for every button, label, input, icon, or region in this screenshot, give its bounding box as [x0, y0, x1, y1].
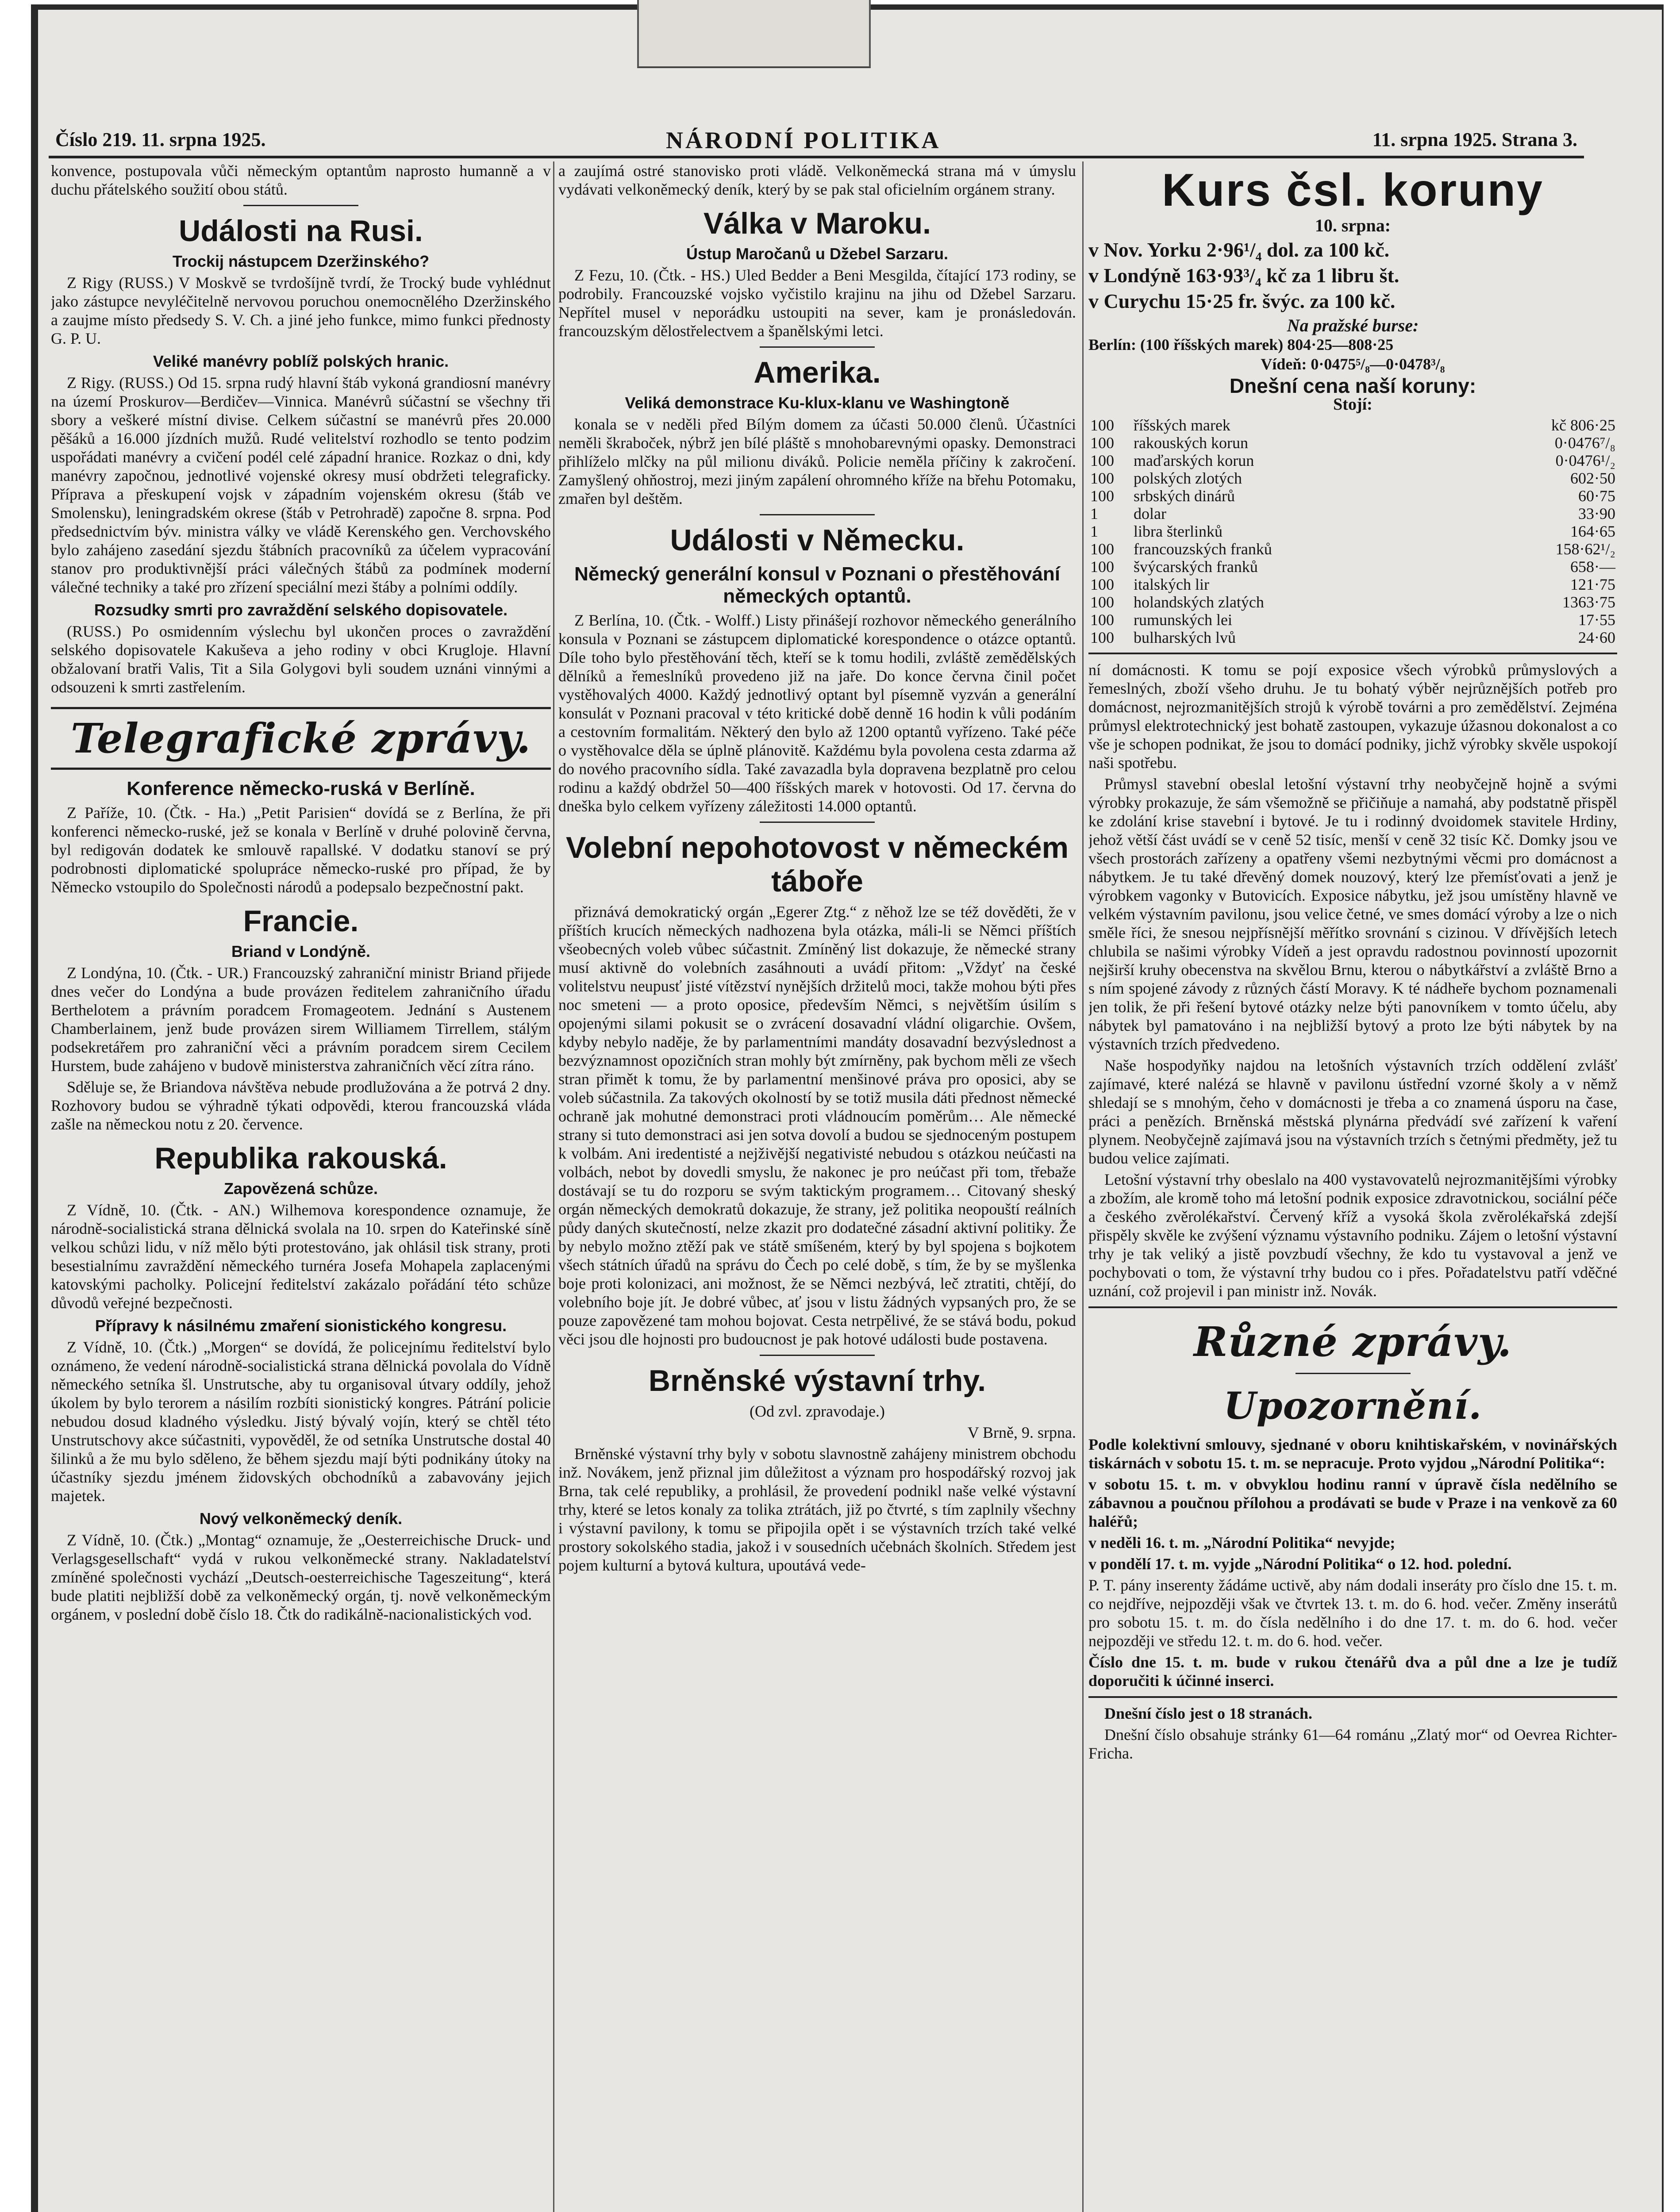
article-text: Z Berlína, 10. (Čtk. - Wolff.) Listy přinášejí rozhovor německého generálního konsula v Poznani se zástupcem diplomatické korespondence o otázce optantů. Díle toho bylo přestěhování těch, kteří se k tomu hodili, zvláště zemědělských dělníků a řemeslníků provedeno již na jaře. Do konce června činil počet vystěhovalých 4000. Každý jednotlivý optant byl písemně vyzván a generální konsulát v Poznani pracoval v této kritické době denně 16 hodin k vůli podáním a cestovním formalitám. Některý den bylo až 1200 optantů vyřízeno. Také péče o vystěhovalce děla se úplně plánovitě. Každému byla povolena cesta zdarma až do nového pracovního sídla. Také zavazadla byla dopravena bezplatně pro celou rodinu a každý obdržel 50—400 říšských marek v hotovosti. Od 17. června do dneška bylo celkem vyřízeny záležitosti 14.000 optantů.	[558, 611, 1076, 815]
issue-number: Číslo 219. 11. srpna 1925.	[55, 129, 266, 150]
article-text: Z Rigy. (RUSS.) Od 15. srpna rudý hlavní štáb vykoná grandiosní manévry na území Proskurov—Berdičev—Vinnica. Manévrů súčastní se všechny tři sbory a veškeré místní divise. Celkem súčastní se manévrů přes 20.000 pěšáků a 16.000 jízdních mužů. Rudé velitelství rozhodlo se tento podzim uspořádati manévry a cvičení podél celé západní hranice. Rozkaz o dni, kdy manévry započnou, jednotlivé vojenské okresy musí obdržeti telegraficky. Příprava a přeskupení vojsk v západním vojenském okresu (štáb ve Smolensku), leningradském okrese (štáb v Petrohradě) započne 8. srpna. Pod předsednictvím býv. ministra války ve vládě Kerenského gen. Verchovského bylo zahájeno zasedání sjezdu štábních pracovníků za účelem vypracování stanov pro produktivnější práci válečných štábů za podmínek moderní válečné techniky a také pro zřízení speciální mezi štáby a polními oddíly.	[51, 374, 551, 596]
rate-value: kč 806·25	[1551, 416, 1615, 434]
notice-item: v sobotu 15. t. m. v obvyklou hodinu ranní v úpravě čísla nedělního se zábavnou a poučnou přílohou a prodávati se bude v Praze i na venkově za 60 haléřů;	[1088, 1475, 1617, 1530]
rate-currency: polských zlotých	[1134, 469, 1242, 487]
rate-value: 0·0476⁷/₈	[1554, 434, 1615, 452]
masthead: NÁRODNÍ POLITIKA	[666, 127, 941, 154]
article-headline: Německý generální konsul v Poznani o přestěhování německých optantů.	[574, 563, 1060, 607]
byline: (Od zvl. zpravodaje.)	[750, 1402, 885, 1420]
rate-amount: 100	[1090, 487, 1114, 505]
section-title: Republika rakouská.	[154, 1141, 447, 1175]
rate-amount: 100	[1090, 576, 1114, 593]
header-rule	[49, 156, 1584, 158]
divider	[1088, 653, 1617, 654]
column-1	[51, 161, 551, 2212]
rate-currency: srbských dinárů	[1134, 487, 1235, 505]
article-text: Z Vídně, 10. (Čtk.) „Morgen“ se dovídá, že policejnímu ředitelství bylo oznámeno, že vedení národně-socialistická strana dělnická povolala do Vídně německého setníka šl. Unstrutsche, aby tu organisoval útvary oddíly, jehož úkolem by bylo terorem a násilím rozbíti sionistický kongres. Pátrání policie nebudou dosud kladného výsledku. Jistý bývalý vojín, který se chtěl této Unstrutschovy akce súčastniti, vypověděl, že od setníka Unstrutsche dostal 40 šilinků a že mu bylo sděleno, že během sjezdu mají býti podnikány útoky na účastníky sjezdu jménem židovských obchodníků a zabavovány jejich majetek.	[51, 1338, 551, 1505]
article-text: Průmysl stavební obeslal letošní výstavní trhy neobyčejně hojně a svými výrobky prokazuje, že sám všemožně se přičiňuje a namahá, aby podstatně přispěl ke zdolání krise stavební i bytové. Je tu i rodinný dvoidomek stavitele Hrdiny, jehož větší část uvádí se v ceně 52 tisíc, menší v ceně 32 tisíc Kč. Domky jsou ve všech prostorách zařízeny a opatřeny všemi nezbytnými věcmi pro domácnost a nábytkem. Je tu také dřevěný domek nouzový, který lze přemísťovati a jenž je výrobkem vagonky v Butovicích. Exposice nábytku, jež jsou umístěny hlavně ve velkém výstavním pavilonu, jsou velice četné, ve smes domácí výroby a lze o nich směle říci, že snesou nejpřísnější měřítko srovnání s cizinou. V dřívějších letech chlubila se našimi výrobky Vídeň a jest opravdu radostnou povinností upozornit nejširší kruhy obecenstva na skvělou Brnu, kterou o nábytkářství a zvláště Brno a s ním spojené závody z různých částí Moravy. K té nádheře bychom poznamenali jen tolik, že při řešení bytové otázky nelze býti panovníkem v tomto účelu, aby nábytek byl pamatováno i na nejbližší bytový a proto lze býti nábytek by na výstavních trzích předvedeno.	[1088, 775, 1617, 1053]
rate-row	[1088, 576, 1617, 593]
rate-row	[1088, 434, 1617, 452]
article-text: Naše hospodyňky najdou na letošních výstavních trzích oddělení zvlášť zajímavé, které nalézá se hlavně v pavilonu ústřední vzorné školy a v němž shledají se s mnohým, čeho v domácnosti je třeba a co znamená úsporu na čase, práci a penězích. Brněnská městská plynárna předvádí své zařízení k vaření plynem. Neobyčejně zajímavá jsou na výstavních trzích s četnými předměty, jež tu budou velice zajímati.	[1088, 1056, 1617, 1167]
rate-amount: 100	[1090, 434, 1114, 452]
article-text: Z Rigy (RUSS.) V Moskvě se tvrdošíjně tvrdí, že Trocký bude vyhlédnut jako zástupce nevyléčitelně nervovou poruchou onemocnělého Dzeržinského a zaujme místo předsedy S. V. Ch. a jiné jeho funkce, mimo funkci přednosty G. P. U.	[51, 274, 551, 347]
article-headline: Veliké manévry poblíž polských hranic.	[153, 352, 449, 370]
notice-text: Podle kolektivní smlouvy, sjednané v oboru knihtiskařském, v novinářských tiskárnách v sobotu 15. t. m. se nepracuje. Proto vyjdou „Národní Politika“:	[1088, 1436, 1617, 1472]
rate-currency: rakouských korun	[1134, 434, 1248, 452]
exchange-rate-title: Kurs čsl. koruny	[1162, 165, 1544, 216]
rate-row	[1088, 629, 1617, 646]
rate-amount: 100	[1090, 469, 1114, 487]
rate-value: 1363·75	[1562, 593, 1615, 611]
rate-currency: francouzských franků	[1134, 540, 1272, 558]
rate-row	[1088, 540, 1617, 558]
section-title: Volební nepohotovost v německém táboře	[565, 831, 1069, 898]
rate-row	[1088, 611, 1617, 629]
rate-amount: 100	[1090, 629, 1114, 646]
article-headline: Veliká demonstrace Ku-klux-klanu ve Washingtoně	[625, 394, 1010, 412]
rate-london: v Londýně 163·93³/₄ kč za 1 libru št.	[1088, 264, 1399, 287]
rate-currency: italských lir	[1134, 576, 1209, 593]
article-text: Brněnské výstavní trhy byly v sobotu slavnostně zahájeny ministrem obchodu inž. Novákem, jenž přiznal jim důležitost a význam pro hospodářský rozvoj jak Brna, tak celé republiky, a prohlásil, že provedení podnikl naše velké výstavní trhy, které se letos konaly za tolika ztrátách, již po čtvrté, s tím zaplnily všechny i výstavní pavilony, k tomu se připojila opět i se výstavních trzích také velké prostory sokolského stadia, jakož i v sousedních učebnách školních. Středem jest pojem kulturní a bytová kultura, upoutává vede-	[558, 1445, 1076, 1574]
rate-value: 33·90	[1578, 505, 1615, 522]
divider	[1296, 1373, 1411, 1374]
column-divider	[1082, 161, 1084, 2212]
rate-currency: říšských marek	[1134, 416, 1230, 434]
rate-currency: maďarských korun	[1134, 452, 1254, 469]
rate-currency: libra šterlinků	[1134, 522, 1223, 540]
article-headline: Nový velkoněmecký deník.	[199, 1509, 403, 1528]
section-title: Válka v Maroku.	[703, 207, 931, 240]
rate-amount: 100	[1090, 593, 1114, 611]
burse-berlin: Berlín: (100 říšských marek) 804·25—808·25	[1088, 336, 1394, 353]
column-2	[558, 161, 1076, 2212]
rate-value: 121·75	[1570, 576, 1615, 593]
article-text: (RUSS.) Po osmidenním výslechu byl ukončen proces o zavraždění selského dopisovatele Kakuševa a jeho rodiny v obci Krugloje. Hlavní obžalovaní bratři Valis, Tit a Sila Golygovi byli soudem uznáni vinnými a odsouzeni k smrti zastřelením.	[51, 622, 551, 696]
section-title: Události na Rusi.	[179, 214, 423, 248]
rate-value: 602·50	[1570, 469, 1615, 487]
divider	[1088, 1696, 1617, 1698]
article-headline: Přípravy k násilnému zmaření sionistického kongresu.	[95, 1317, 507, 1335]
rate-currency: holandských zlatých	[1134, 593, 1264, 611]
article-headline: Rozsudky smrti pro zavraždění selského dopisovatele.	[94, 601, 508, 619]
rate-value: 24·60	[1578, 629, 1615, 646]
rate-value: 658·—	[1570, 558, 1615, 576]
rates-table	[1088, 416, 1617, 646]
rate-row	[1088, 593, 1617, 611]
section-title: Brněnské výstavní trhy.	[648, 1364, 986, 1398]
article-text: Z Londýna, 10. (Čtk. - UR.) Francouzský zahraniční ministr Briand přijede dnes večer do Londýna a bude provázen ředitelem zahraničního úřadu Berthelotem a právním poradcem Fromageotem. Jednání s Austenem Chamberlainem, jenž bude provázen sirem Williamem Tirrellem, stálým podsekretářem pro zahraniční věci a právním poradcem sirem Cecilem Hurstem, bude zahájeno v budově ministerstva zahraničních věcí zítra ráno.	[51, 964, 551, 1075]
rate-row	[1088, 522, 1617, 540]
article-text: Letošní výstavní trhy obeslalo na 400 vystavovatelů nejrozmanitějšími výrobky a zbožím, ale kromě toho má letošní podnik exposice zdravotnickou, sociální péče a českého zvěrolékařství. Červený kříž a vysoká škola zvěrolékařská zdejší přispěly skvěle ke zvýšení významu výstavního podniku. Zájem o letošní výstavní trhy je tak veliký a jistě povzbudí všechny, že kdo tu vystavoval a jenž ve pochybovati o tom, že výstavní trhy budou co i přes. Pořadatelstvu patří vděčné uznání, což projevil i pan ministr inž. Novák.	[1088, 1171, 1617, 1300]
koruna-price-heading: Dnešní cena naší koruny:	[1229, 374, 1476, 397]
article-text: ní domácnosti. K tomu se pojí exposice všech výrobků průmyslových a řemeslných, zboží všeho druhu. Je tu bohatý výběr nejrůznějších potřeb pro domácnost, nejrozmanitějších strojů k výrobě továrni a pro zemědělství. Zejména průmysl elektrotechnický jest bohatě zastoupen, vykazuje úžasnou dokonalost a co vše je schopen podnikat, že jsou to domácí podniky, jichž výrobky skvěle uspokojí naši spotřebu.	[1088, 661, 1617, 772]
rate-amount: 100	[1090, 540, 1114, 558]
rate-value: 60·75	[1578, 487, 1615, 505]
article-text: přiznává demokratický orgán „Egerer Ztg.“ z něhož lze se též dověděti, že v příštích krucích německých nadhozena byla otázka, máli-li se Němci příštích všeobecných voleb vůbec súčastnit. Zmíněný list dokazuje, že německé strany musí aktivně do volebních zasáhnouti a uvádí přitom: „Vždyť na české volitelstvu neupusť jisté vítězství nynějších držitelů moci, takže mohou býti přes noc smeteni — a proto oposice, především Němci, s největším úsilím s opojenými silami pokusit se o zvrácení dosavadní vládní oligarchie. Ovšem, kdyby nebylo naděje, že by parlamentními mandáty dosavadní bezvýslednost a bezvýznamnost opozičních stran mohly být zmírněny, pak bychom měli ze všech stran přimět k tomu, že by parlamentní menšinové práva pro oposici, aby se voleb súčastnila. Za takových okolností by se totiž musila dáti přednost německé ochraně jak mohutné demonstraci proti vládnoucím poměrům… Ale německé strany si tuto demonstraci asi jen sotva dovolí a budou se sjednoceným postupem k volbám. Ani iredentisté a nejživější negativisté nebudou s otázkou neúčasti na volbách, nebot by dovedli smyslu, že nakonec je pro neúčast při tom, třebaže dostávají se tu do rozporu se svým taktickým programem… Citovaný sheský orgán německých demokratů dokazuje, že strany, jež politika neopouští reálních půdy daných skutečností, nelze zkazit pro dodatečné zásadní aktivní politiky. Že by nebylo možno ztěží pak ve státě smíšeném, který by byl spojena s bojkotem všech státních úřadů na správu do Čech po celé době, s tím, že by se myšlenka boje proti kolonizaci, ani možnost, že se Němci nezbývá, leč ztratiti, chtějí, do volebního boje jít. Je dobré vůbec, ať jsou v listu žádných vypsaných pro, že se pouze zapovězené tam mohou bojovat. Cesta netrpělivé, že se stává bodu, pokud věci jsou dle hojnosti pro budoucnost je pak hotové události bude postavena.	[558, 903, 1076, 1348]
notice-item: v neděli 16. t. m. „Národní Politika“ nevyjde;	[1088, 1534, 1396, 1551]
rate-row	[1088, 469, 1617, 487]
notice-item: v pondělí 17. t. m. vyjde „Národní Politika“ o 12. hod. polední.	[1088, 1555, 1512, 1573]
rate-value: 164·65	[1570, 522, 1615, 540]
rate-row	[1088, 452, 1617, 469]
divider	[760, 346, 875, 348]
rate-new-york: v Nov. Yorku 2·96¹/₄ dol. za 100 kč.	[1088, 238, 1390, 261]
notice-text: Číslo dne 15. t. m. bude v rukou čtenářů dva a půl dne a lze je tudíž doporučiti k účinné inserci.	[1088, 1653, 1617, 1690]
rate-row	[1088, 558, 1617, 576]
divider	[1088, 1306, 1617, 1308]
divider	[760, 1355, 875, 1356]
rate-currency: bulharských lvů	[1134, 629, 1236, 646]
rate-amount: 100	[1090, 416, 1114, 434]
burse-vienna: Vídeň: 0·0475⁵/₈—0·0478³/₈	[1261, 355, 1445, 373]
article-text: Z Paříže, 10. (Čtk. - Ha.) „Petit Parisien“ dovídá se z Berlína, že při konferenci německo-ruské, jež se konala v Berlíně v druhé polovině června, byl redigován dodatek ke smlouvě rapallské. V dodatku stanoví se prý podrobnosti diplomatické spolupráce německo-ruské pro případ, že by Německo vstoupilo do Společnosti národů a podepsalo bezpečnostní pakt.	[51, 804, 551, 896]
rate-amount: 100	[1090, 611, 1114, 629]
article-headline: Ústup Maročanů u Džebel Sarzaru.	[686, 245, 949, 263]
rate-amount: 1	[1090, 505, 1098, 522]
article-headline: Trockij nástupcem Dzeržinského?	[172, 252, 430, 270]
article-headline: Briand v Londýně.	[231, 942, 371, 960]
section-banner-telegraficke: Telegrafické zprávy.	[51, 707, 551, 770]
section-banner-ruzne: Různé zprávy.	[1193, 1318, 1512, 1366]
rate-row	[1088, 487, 1617, 505]
notice-box	[1088, 1435, 1617, 1690]
rate-currency: rumunských lei	[1134, 611, 1232, 629]
rate-row	[1088, 505, 1617, 522]
article-continuation: a zaujímá ostré stanovisko proti vládě. Velkoněmecká strana má v úmyslu vydávati velkoněmecký deník, který by se pak stal oficielním orgánem strany.	[558, 162, 1076, 198]
article-text: konala se v neděli před Bílým domem za účasti 50.000 členů. Účastníci neměli škraboček, nýbrž jen bílé pláště s mnohobarevnými opasky. Demonstraci přihlíželo mlčky na půl milionu diváků. Policie neměla příčiny k zakročení. Zamyšlený ohňostroj, mezi jiným zapálení ohromného kříže na břehu Potomaku, zmařen byl deštěm.	[558, 415, 1076, 507]
notice-title: Upozornění.	[1223, 1384, 1482, 1428]
column-3	[1088, 161, 1617, 2212]
rate-amount: 100	[1090, 452, 1114, 469]
page-number: 11. srpna 1925. Strana 3.	[1372, 129, 1577, 150]
rate-value: 0·0476¹/₂	[1555, 452, 1615, 469]
burse-heading: Na pražské burse:	[1287, 315, 1419, 335]
column-divider	[553, 161, 554, 2212]
rate-amount: 1	[1090, 522, 1098, 540]
article-headline: Konference německo-ruská v Berlíně.	[127, 778, 475, 799]
issue-note: Dnešní číslo obsahuje stránky 61—64 románu „Zlatý mor“ od Oevrea Richter-Fricha.	[1088, 1726, 1617, 1762]
divider	[243, 205, 358, 206]
rate-currency: dolar	[1134, 505, 1166, 522]
article-text: Sděluje se, že Briandova návštěva nebude prodlužována a že potrvá 2 dny. Rozhovory budou se výhradně týkati odpovědi, kterou francouzská vláda zašle na německou notu z 20. července.	[51, 1078, 551, 1133]
article-continuation: konvence, postupovala vůči německým optantům naprosto humanně a v duchu přátelského soužití obou států.	[51, 162, 551, 198]
issue-note: Dnešní číslo jest o 18 stranách.	[1104, 1705, 1312, 1722]
article-text: Z Vídně, 10. (Čtk.) „Montag“ oznamuje, že „Oesterreichische Druck- und Verlagsgesellschaft“ vydá v rukou velkoněmecké strany. Nakladatelství zmíněné společnosti vychází „Deutsch-oesterreichische Tageszeitung“, která bude platiti nejbližší době za velkoněmecký orgán, tj. nově velkoněmeckým orgánem, v poslední době číslo 18. Čtk do radikálně-nacionalistických vod.	[51, 1531, 551, 1623]
divider	[760, 514, 875, 515]
section-title: Francie.	[243, 904, 359, 938]
torn-top-flap	[637, 0, 871, 68]
rate-zurich: v Curychu 15·25 fr. švýc. za 100 kč.	[1088, 290, 1396, 312]
rate-amount: 100	[1090, 558, 1114, 576]
page-header	[55, 128, 1577, 155]
rate-currency: švýcarských franků	[1134, 558, 1258, 576]
rate-value: 17·55	[1578, 611, 1615, 629]
section-title: Události v Německu.	[670, 523, 965, 557]
rate-row	[1088, 416, 1617, 434]
dateline: V Brně, 9. srpna.	[967, 1424, 1076, 1441]
rate-value: 158·62¹/₂	[1555, 540, 1615, 558]
notice-text: P. T. pány inserenty žádáme uctivě, aby nám dodali inseráty pro číslo dne 15. t. m. co nejdříve, nejpozději však ve čtvrtek 13. t. m. do 6. hod. večer. Změny inserátů pro sobotu 15. t. m. do čísla nedělního i do dne 17. t. m. do 6. hod. večer nejpozději ve středu 12. t. m. do 6. hod. večer.	[1088, 1576, 1617, 1650]
article-headline: Zapovězená schůze.	[223, 1179, 378, 1198]
article-text: Z Fezu, 10. (Čtk. - HS.) Uled Bedder a Beni Mesgilda, čítající 173 rodiny, se podrobily. Francouzské vojsko vyčistilo krajinu na jihu od Džebel Sarzaru. Nepřítel musel v neporádku ustoupiti na sever, kam je pronásledován. francouzským dělostřelectvem a španělskými letci.	[558, 266, 1076, 340]
section-title: Amerika.	[754, 356, 881, 389]
koruna-price-subheading: Stojí:	[1333, 395, 1372, 414]
exchange-rate-date: 10. srpna:	[1315, 215, 1391, 235]
article-text: Z Vídně, 10. (Čtk. - AN.) Wilhemova korespondence oznamuje, že národně-socialistická strana dělnická svolala na 10. srpen do Kateřinské síně velkou schůzi lidu, v níž mělo býti protestováno, jak ohlásil tisk strany, proti besestialnímu zavraždění německého turnéra Josefa Mohapela zaplacenými katovskými pacholky. Policejní ředitelství zakázalo pořádání této schůze důvodů veřejné bezpečnosti.	[51, 1201, 551, 1312]
divider	[760, 822, 875, 823]
